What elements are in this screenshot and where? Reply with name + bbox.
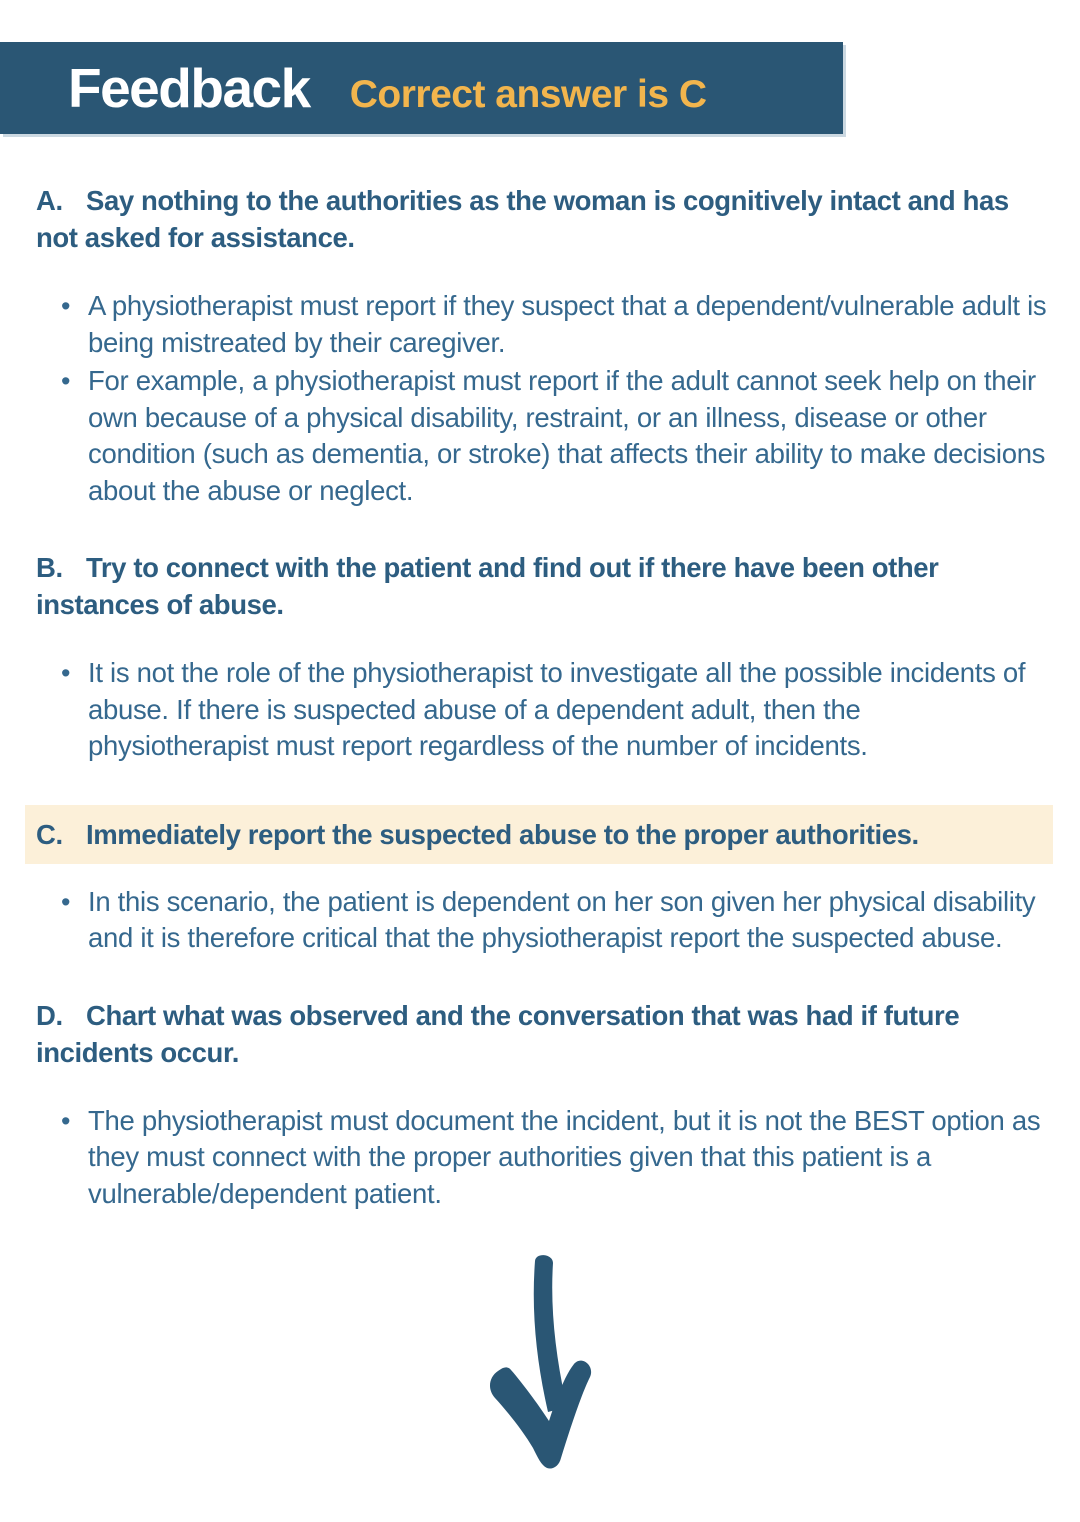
option-d-bullet-1: The physiotherapist must document the incident, but it is not the BEST option as they must connect with the proper authorities given that this patient is a vulnerable/dependent patient. xyxy=(88,1104,1041,1209)
list-item xyxy=(88,655,1048,765)
option-b-letter: B. xyxy=(36,552,63,583)
list-item xyxy=(88,288,1048,361)
feedback-page xyxy=(0,42,1080,1522)
option-b-section xyxy=(36,549,1048,765)
option-c-heading-highlighted xyxy=(25,805,1053,864)
option-c-bullet-1: In this scenario, the patient is dependent on her son given her physical disability and it is therefore critical that the physiotherapist report the suspected abuse. xyxy=(88,885,1036,953)
option-d-heading-text: Chart what was observed and the conversation that was had if future incidents occur. xyxy=(36,999,960,1068)
option-a-heading xyxy=(36,182,1048,256)
down-arrow-icon xyxy=(489,1252,595,1470)
option-a-letter: A. xyxy=(36,185,63,216)
option-b-bullet-1: It is not the role of the physiotherapist to investigate all the possible incidents of abuse. If there is suspected abuse of a dependent adult, then the physiotherapist must report regardless of the number of incidents. xyxy=(88,657,1026,761)
option-a-bullet-2: For example, a physiotherapist must report if the adult cannot seek help on their own because of a physical disability, restraint, or an illness, disease or other condition (such as dementia, or stroke) that affects their ability to make decisions about the abuse or neglect. xyxy=(88,365,1046,506)
option-b-heading-text: Try to connect with the patient and find out if there have been other instances of abuse. xyxy=(36,552,939,620)
option-c-letter: C. xyxy=(36,818,63,850)
banner-title: Feedback xyxy=(68,57,310,119)
scroll-down-hint xyxy=(36,1252,1048,1470)
correct-answer-label: Correct answer is C xyxy=(349,73,707,116)
feedback-content xyxy=(0,134,1080,1470)
list-item xyxy=(88,884,1048,957)
feedback-banner xyxy=(0,42,843,134)
option-b-explanations xyxy=(36,655,1048,765)
option-d-heading xyxy=(36,997,1048,1071)
list-item xyxy=(88,1103,1048,1213)
option-a-section xyxy=(36,182,1048,509)
list-item xyxy=(88,363,1048,509)
option-a-bullet-1: A physiotherapist must report if they suspect that a dependent/vulnerable adult is being mistreated by their caregiver. xyxy=(88,290,1047,358)
option-a-explanations xyxy=(36,288,1048,509)
option-c-heading-text: Immediately report the suspected abuse to the proper authorities. xyxy=(86,818,919,850)
option-b-heading xyxy=(36,549,1048,623)
option-a-heading-text: Say nothing to the authorities as the woman is cognitively intact and has not asked for assistance. xyxy=(36,185,1009,253)
option-c-explanations xyxy=(36,884,1048,957)
option-d-explanations xyxy=(36,1103,1048,1213)
option-d-section xyxy=(36,997,1048,1213)
option-c-section xyxy=(36,805,1048,957)
option-d-letter: D. xyxy=(36,999,63,1031)
